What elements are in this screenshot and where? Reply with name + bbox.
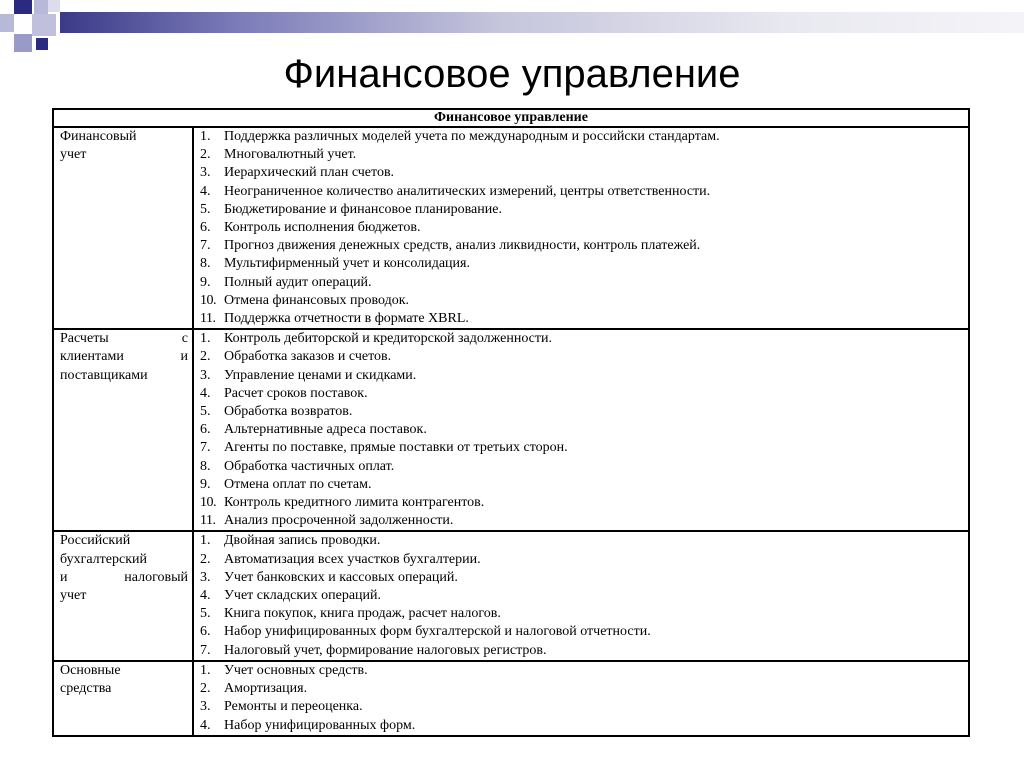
category-line: учет: [60, 147, 87, 163]
item-number: 4.: [200, 183, 211, 199]
item-text: Отмена финансовых проводок.: [224, 292, 410, 308]
list-item: [200, 587, 968, 605]
item-number: 3.: [200, 699, 211, 715]
item-number: 1.: [200, 533, 211, 549]
list-item: [200, 274, 968, 292]
item-number: 11.: [200, 513, 216, 529]
item-number: 2.: [200, 147, 211, 163]
item-number: 7.: [200, 440, 211, 456]
item-text: Мультифирменный учет и консолидация.: [224, 256, 470, 272]
category-word: с: [181, 331, 188, 347]
category-line: [60, 569, 188, 587]
decor-square: [34, 0, 48, 14]
list-item: [200, 662, 968, 680]
category-word: и: [180, 349, 188, 365]
item-text: Контроль кредитного лимита контрагентов.: [224, 495, 485, 511]
category-line: бухгалтерский: [60, 551, 147, 567]
item-number: 8.: [200, 458, 211, 474]
list-item: [200, 183, 968, 201]
list-item: [200, 680, 968, 698]
item-text: Учет складских операций.: [224, 588, 382, 604]
item-text: Налоговый учет, формирование налоговых регистров.: [224, 642, 547, 658]
list-item: [200, 348, 968, 366]
list-item: [200, 494, 968, 512]
list-item: [200, 476, 968, 494]
item-text: Анализ просроченной задолженности.: [224, 513, 454, 529]
item-text: Учет основных средств.: [224, 662, 368, 678]
item-number: 2.: [200, 551, 211, 567]
item-number: 6.: [200, 220, 211, 236]
items-cell: [193, 127, 969, 329]
items-cell: [193, 661, 969, 736]
item-text: Управление ценами и скидками.: [224, 367, 417, 383]
item-number: 4.: [200, 588, 211, 604]
item-number: 4.: [200, 385, 211, 401]
item-number: 1.: [200, 331, 211, 347]
item-number: 9.: [200, 476, 211, 492]
list-item: [200, 458, 968, 476]
item-text: Контроль дебиторской и кредиторской задолженности.: [224, 331, 552, 347]
item-text: Отмена оплат по счетам.: [224, 476, 372, 492]
finance-table: [52, 108, 970, 737]
table-row: [53, 531, 969, 660]
list-item: [200, 201, 968, 219]
list-item: [200, 421, 968, 439]
item-text: Бюджетирование и финансовое планирование.: [224, 201, 502, 217]
category-cell: [53, 531, 193, 660]
list-item: [200, 330, 968, 348]
list-item: [200, 551, 968, 569]
list-item: [200, 642, 968, 660]
list-item: [200, 532, 968, 550]
item-text: Книга покупок, книга продаж, расчет налогов.: [224, 606, 501, 622]
item-text: Учет банковских и кассовых операций.: [224, 569, 458, 585]
item-number: 9.: [200, 274, 211, 290]
category-word: налоговый: [124, 569, 188, 585]
list-item: [200, 164, 968, 182]
item-text: Набор унифицированных форм бухгалтерской и налоговой отчетности.: [224, 624, 651, 640]
list-item: [200, 569, 968, 587]
item-number: 2.: [200, 349, 211, 365]
item-number: 6.: [200, 422, 211, 438]
feature-list: [194, 128, 968, 328]
item-text: Обработка заказов и счетов.: [224, 349, 392, 365]
item-number: 7.: [200, 238, 211, 254]
list-item: [200, 237, 968, 255]
item-number: 7.: [200, 642, 211, 658]
item-number: 3.: [200, 569, 211, 585]
table-row: [53, 127, 969, 329]
item-text: Автоматизация всех участков бухгалтерии.: [224, 551, 481, 567]
list-item: [200, 403, 968, 421]
list-item: [200, 367, 968, 385]
list-item: [200, 623, 968, 641]
decor-square: [14, 0, 32, 14]
feature-list: [194, 662, 968, 735]
item-number: 3.: [200, 165, 211, 181]
category-word: Расчеты: [60, 331, 109, 347]
list-item: [200, 512, 968, 530]
table-row: [53, 329, 969, 531]
category-line: Финансовый: [60, 129, 137, 144]
category-word: и: [60, 569, 68, 585]
items-cell: [193, 531, 969, 660]
table-header: Финансовое управление: [53, 109, 969, 127]
list-item: [200, 255, 968, 273]
decor-square: [48, 0, 60, 12]
decor-square: [32, 14, 56, 36]
table-body: [53, 127, 969, 736]
item-text: Амортизация.: [224, 681, 308, 697]
item-text: Альтернативные адреса поставок.: [224, 422, 427, 438]
item-text: Агенты по поставке, прямые поставки от третьих сторон.: [224, 440, 568, 456]
list-item: [200, 310, 968, 328]
list-item: [200, 146, 968, 164]
item-text: Неограниченное количество аналитических измерений, центры ответственности.: [224, 183, 711, 199]
item-number: 3.: [200, 367, 211, 383]
item-number: 1.: [200, 129, 211, 144]
items-cell: [193, 329, 969, 531]
category-line: Российский: [60, 533, 131, 549]
feature-list: [194, 330, 968, 530]
item-text: Двойная запись проводки.: [224, 533, 381, 549]
list-item: [200, 439, 968, 457]
item-text: Набор унифицированных форм.: [224, 717, 416, 733]
item-number: 10.: [200, 495, 216, 511]
item-text: Поддержка различных моделей учета по международным и российски стандартам.: [224, 129, 720, 144]
list-item: [200, 219, 968, 237]
item-text: Ремонты и переоценка.: [224, 699, 363, 715]
item-number: 4.: [200, 717, 211, 733]
item-number: 8.: [200, 256, 211, 272]
item-text: Контроль исполнения бюджетов.: [224, 220, 421, 236]
item-number: 11.: [200, 311, 216, 327]
item-text: Многовалютный учет.: [224, 147, 357, 163]
list-item: [200, 385, 968, 403]
category-cell: [53, 127, 193, 329]
feature-list: [194, 532, 968, 659]
item-number: 5.: [200, 201, 211, 217]
list-item: [200, 128, 968, 146]
category-line: Основные: [60, 662, 121, 678]
item-text: Обработка частичных оплат.: [224, 458, 395, 474]
category-line: средства: [60, 681, 112, 697]
item-number: 5.: [200, 606, 211, 622]
list-item: [200, 698, 968, 716]
item-number: 2.: [200, 681, 211, 697]
category-word: клиентами: [60, 349, 124, 365]
item-number: 6.: [200, 624, 211, 640]
slide-title: Финансовое управление: [283, 52, 741, 96]
item-text: Иерархический план счетов.: [224, 165, 395, 181]
item-text: Прогноз движения денежных средств, анализ ликвидности, контроль платежей.: [224, 238, 701, 254]
item-text: Полный аудит операций.: [224, 274, 372, 290]
list-item: [200, 292, 968, 310]
category-line: поставщиками: [60, 367, 148, 383]
category-cell: [53, 661, 193, 736]
list-item: [200, 717, 968, 735]
category-line: [60, 330, 188, 348]
item-number: 10.: [200, 292, 216, 308]
category-line: учет: [60, 588, 87, 604]
item-text: Расчет сроков поставок.: [224, 385, 368, 401]
table-row: [53, 661, 969, 736]
item-text: Поддержка отчетности в формате XBRL.: [224, 311, 469, 327]
list-item: [200, 605, 968, 623]
decor-square: [0, 14, 14, 32]
category-cell: [53, 329, 193, 531]
header-gradient-bar: [60, 12, 1024, 33]
item-number: 5.: [200, 404, 211, 420]
item-text: Обработка возвратов.: [224, 404, 353, 420]
item-number: 1.: [200, 662, 211, 678]
category-line: [60, 348, 188, 366]
